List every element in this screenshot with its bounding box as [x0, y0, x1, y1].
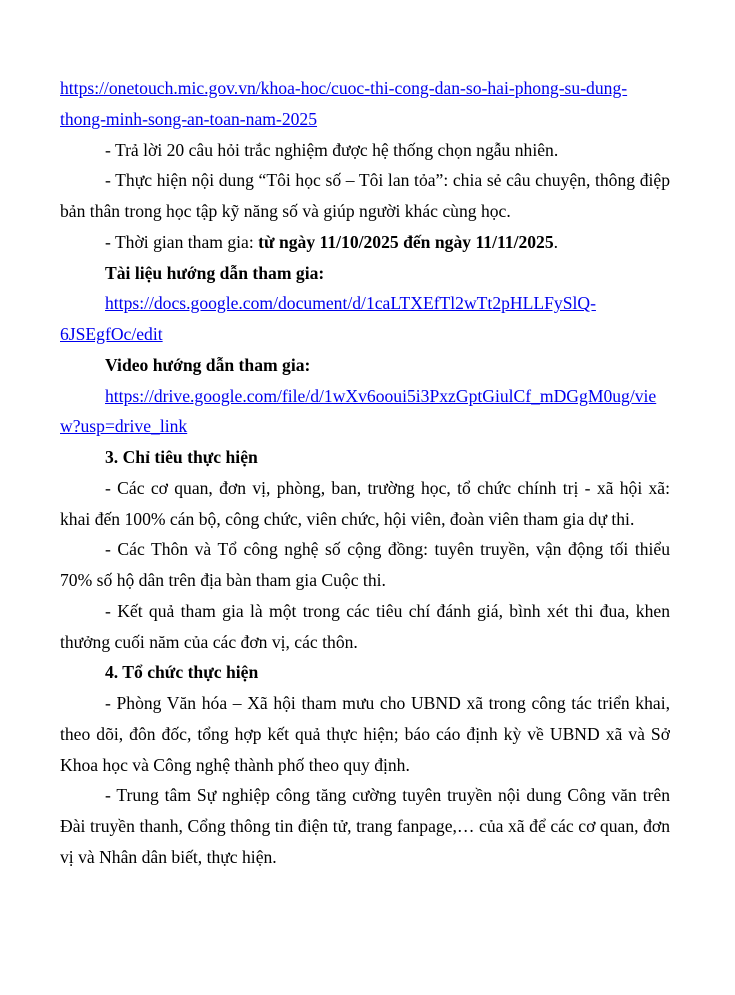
section4-item2-line1: - Trung tâm Sự nghiệp công tăng cường tuyên truyền nội dung Công văn trên	[105, 785, 670, 806]
section3-title: 3. Chỉ tiêu thực hiện	[105, 447, 258, 467]
doc-guide-link-line2[interactable]: 6JSEgfOc/edit	[60, 324, 163, 344]
paragraph-content-line1: - Thực hiện nội dung “Tôi học số – Tôi lan tỏa”: chia sẻ câu chuyện, thông điệp	[105, 170, 670, 191]
section3-item3-line2: thưởng cuối năm của các đơn vị, các thôn.	[60, 631, 358, 652]
section4-item1-line2: theo dõi, đôn đốc, tổng hợp kết quả thực hiện; báo cáo định kỳ về UBND xã và Sở	[60, 723, 670, 744]
doc-guide-heading: Tài liệu hướng dẫn tham gia:	[105, 262, 325, 283]
paragraph-answer-questions: - Trả lời 20 câu hỏi trắc nghiệm được hệ thống chọn ngẫu nhiên.	[105, 139, 559, 160]
section3-item1-line1: - Các cơ quan, đơn vị, phòng, ban, trường học, tổ chức chính trị - xã hội xã:	[105, 477, 670, 498]
video-guide-heading: Video hướng dẫn tham gia:	[105, 354, 311, 375]
section3-item1-line2: khai đến 100% cán bộ, công chức, viên chức, hội viên, đoàn viên tham gia dự thi.	[60, 508, 635, 529]
video-guide-link-line2[interactable]: w?usp=drive_link	[60, 416, 188, 437]
section4-item1-line3: Khoa học và Công nghệ thành phố theo quy định.	[60, 754, 410, 775]
paragraph-time	[60, 227, 670, 258]
section4-item1-line1: - Phòng Văn hóa – Xã hội tham mưu cho UBND xã trong công tác triển khai,	[105, 693, 670, 713]
time-suffix: .	[553, 231, 559, 252]
section3-item3-line1: - Kết quả tham gia là một trong các tiêu chí đánh giá, bình xét thi đua, khen	[105, 600, 670, 621]
time-range: từ ngày 11/10/2025 đến ngày 11/11/2025	[258, 231, 554, 252]
contest-link[interactable]	[60, 73, 670, 104]
paragraph-content-line2: bản thân trong học tập kỹ năng số và giúp người khác cùng học.	[60, 201, 511, 221]
video-guide-link-line1[interactable]: https://drive.google.com/file/d/1wXv6ooui5i3PxzGptGiulCf_mDGgM0ug/vie	[105, 385, 657, 406]
section4-item2-line2: Đài truyền thanh, Cổng thông tin điện tử, trang fanpage,… của xã để các cơ quan, đơn	[60, 816, 670, 836]
section3-item2-line1: - Các Thôn và Tổ công nghệ số cộng đồng: tuyên truyền, vận động tối thiểu	[105, 539, 670, 560]
section3-item2-line2: 70% số hộ dân trên địa bàn tham gia Cuộc thi.	[60, 570, 386, 590]
contest-link-line1[interactable]: https://onetouch.mic.gov.vn/khoa-hoc/cuoc-thi-cong-dan-so-hai-phong-su-dung-	[60, 78, 628, 98]
time-label: - Thời gian tham gia:	[105, 231, 259, 252]
section4-title: 4. Tổ chức thực hiện	[105, 662, 259, 683]
section4-item2-line3: vị và Nhân dân biết, thực hiện.	[60, 846, 277, 867]
contest-link-line2[interactable]: thong-minh-song-an-toan-nam-2025	[60, 108, 318, 129]
document-page	[60, 73, 670, 873]
doc-guide-link-line1[interactable]: https://docs.google.com/document/d/1caLTXEfTl2wTt2pHLLFySlQ-	[105, 293, 596, 314]
